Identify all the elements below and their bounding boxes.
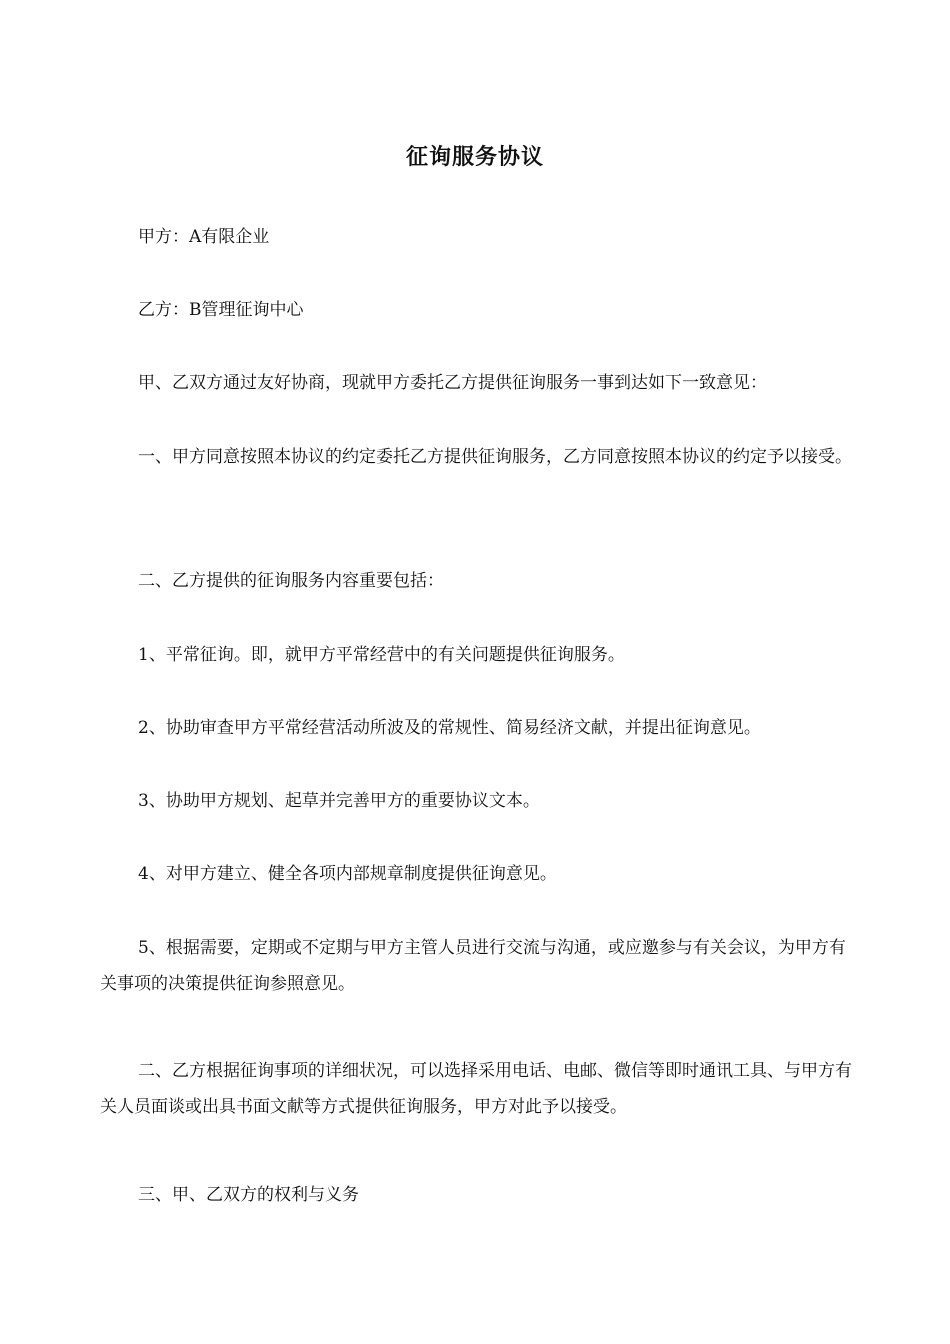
intro-paragraph: 甲、乙双方通过友好协商，现就甲方委托乙方提供征询服务一事到达如下一致意见： [138,373,767,393]
clause-2-heading: 二、乙方提供的征询服务内容重要包括： [138,571,444,591]
clause-1-paragraph: 一、甲方同意按照本协议的约定委托乙方提供征询服务，乙方同意按照本协议的约定予以接受。 [138,447,852,467]
party-b-line: 乙方：B管理征询中心 [138,300,304,320]
document-title: 征询服务协议 [405,144,544,170]
service-item-4: 4、对甲方建立、健全各项内部规章制度提供征询意见。 [138,864,557,884]
service-item-3: 3、协助甲方规划、起草并完善甲方的重要协议文本。 [138,791,540,811]
service-item-2: 2、协助审查甲方平常经营活动所波及的常规性、简易经济文献，并提出征询意见。 [138,718,761,738]
party-a-line: 甲方：A有限企业 [138,227,270,247]
clause-2b-paragraph: 二、乙方根据征询事项的详细状况，可以选择采用电话、电邮、微信等即时通讯工具、与甲方有关人员面谈或出具书面文献等方式提供征询服务，甲方对此予以接受。 [100,1061,852,1117]
clause-3-heading: 三、甲、乙双方的权利与义务 [138,1185,359,1205]
service-item-5: 5、根据需要，定期或不定期与甲方主管人员进行交流与沟通，或应邀参与有关会议，为甲方有关事项的决策提供征询参照意见。 [100,938,846,994]
service-item-1: 1、平常征询。即，就甲方平常经营中的有关问题提供征询服务。 [138,645,625,665]
